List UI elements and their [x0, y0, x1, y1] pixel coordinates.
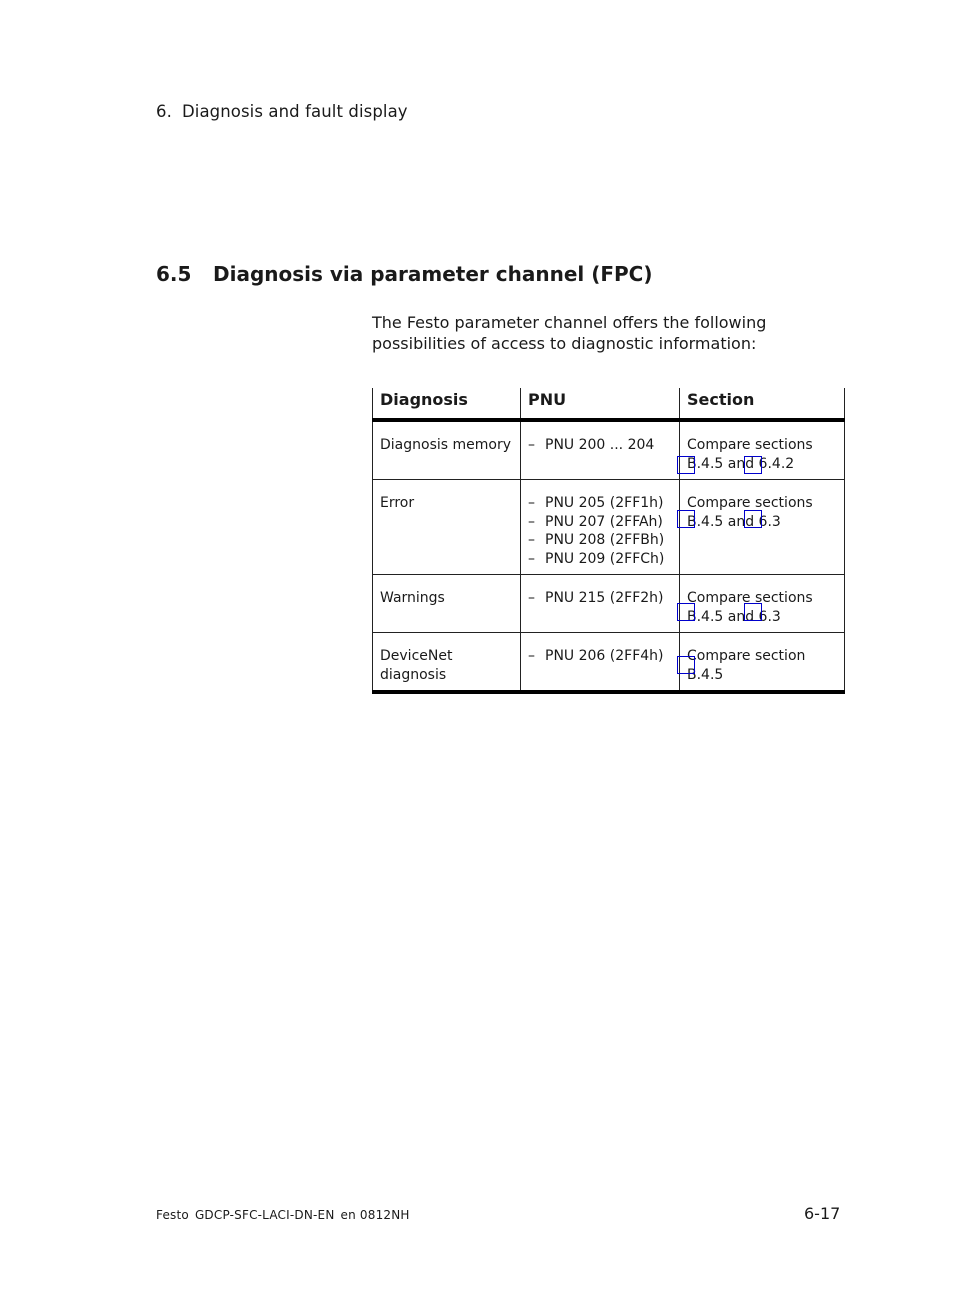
- table-row: [373, 633, 845, 693]
- section-reference-text: Compare sections: [687, 437, 813, 453]
- pnu-cell: [521, 480, 680, 575]
- pnu-item: – PNU 215 (2FF2h): [528, 590, 664, 606]
- cross-reference-marker[interactable]: [677, 656, 695, 674]
- cross-reference-marker[interactable]: [744, 510, 762, 528]
- cross-reference-marker[interactable]: [677, 456, 695, 474]
- pnu-item: – PNU 208 (2FFBh): [528, 532, 665, 548]
- pnu-cell: [521, 420, 680, 480]
- section-heading: [156, 262, 652, 286]
- cross-reference-marker[interactable]: [677, 603, 695, 621]
- section-cell: [680, 420, 845, 480]
- column-header-pnu: PNU: [521, 388, 680, 420]
- diagnosis-cell: Diagnosis memory: [373, 420, 521, 480]
- table-header-row: [373, 388, 845, 420]
- page-number: 6-17: [804, 1204, 841, 1223]
- column-header-section: Section: [680, 388, 845, 420]
- diagnosis-cell: Warnings: [373, 575, 521, 633]
- pnu-item: – PNU 205 (2FF1h): [528, 495, 664, 511]
- section-title: Diagnosis via parameter channel (FPC): [213, 262, 653, 286]
- cross-reference-marker[interactable]: [677, 510, 695, 528]
- footer-company: Festo: [156, 1208, 189, 1222]
- diagnosis-table: [372, 388, 845, 694]
- section-reference-link[interactable]: B.4.5: [687, 666, 724, 683]
- section-reference-link[interactable]: B.4.5 and 6.3: [687, 513, 781, 530]
- running-header: [156, 102, 408, 121]
- footer-doc-id: GDCP-SFC-LACI-DN-EN: [194, 1208, 335, 1222]
- cross-reference-marker[interactable]: [744, 603, 762, 621]
- footer-document-info: [156, 1208, 416, 1222]
- pnu-cell: [521, 633, 680, 693]
- section-cell: [680, 633, 845, 693]
- footer-version: en 0812NH: [340, 1208, 410, 1222]
- cross-reference-marker[interactable]: [744, 456, 762, 474]
- pnu-item: – PNU 207 (2FFAh): [528, 513, 663, 530]
- section-reference-link[interactable]: B.4.5 and 6.4.2: [687, 455, 795, 472]
- table-row: [373, 420, 845, 480]
- section-reference-text: Compare sections: [687, 590, 813, 606]
- section-reference-link[interactable]: B.4.5 and 6.3: [687, 608, 781, 625]
- section-number: 6.5: [156, 262, 192, 286]
- pnu-item: – PNU 209 (2FFCh): [528, 550, 665, 567]
- intro-paragraph: The Festo parameter channel offers the following possibilities of access to diagnostic information:: [372, 313, 767, 353]
- column-header-diagnosis: Diagnosis: [373, 388, 521, 420]
- table-row: [373, 575, 845, 633]
- chapter-number: 6.: [156, 102, 172, 121]
- chapter-title: Diagnosis and fault display: [181, 102, 408, 121]
- diagnosis-cell: DeviceNet diagnosis: [373, 633, 521, 693]
- section-reference-text: Compare section: [687, 648, 806, 664]
- pnu-item: – PNU 200 ... 204: [528, 437, 655, 453]
- section-reference-text: Compare sections: [687, 495, 813, 511]
- pnu-cell: [521, 575, 680, 633]
- table-row: [373, 480, 845, 575]
- section-cell: [680, 575, 845, 633]
- diagnosis-cell: Error: [373, 480, 521, 575]
- pnu-item: – PNU 206 (2FF4h): [528, 648, 664, 664]
- section-cell: [680, 480, 845, 575]
